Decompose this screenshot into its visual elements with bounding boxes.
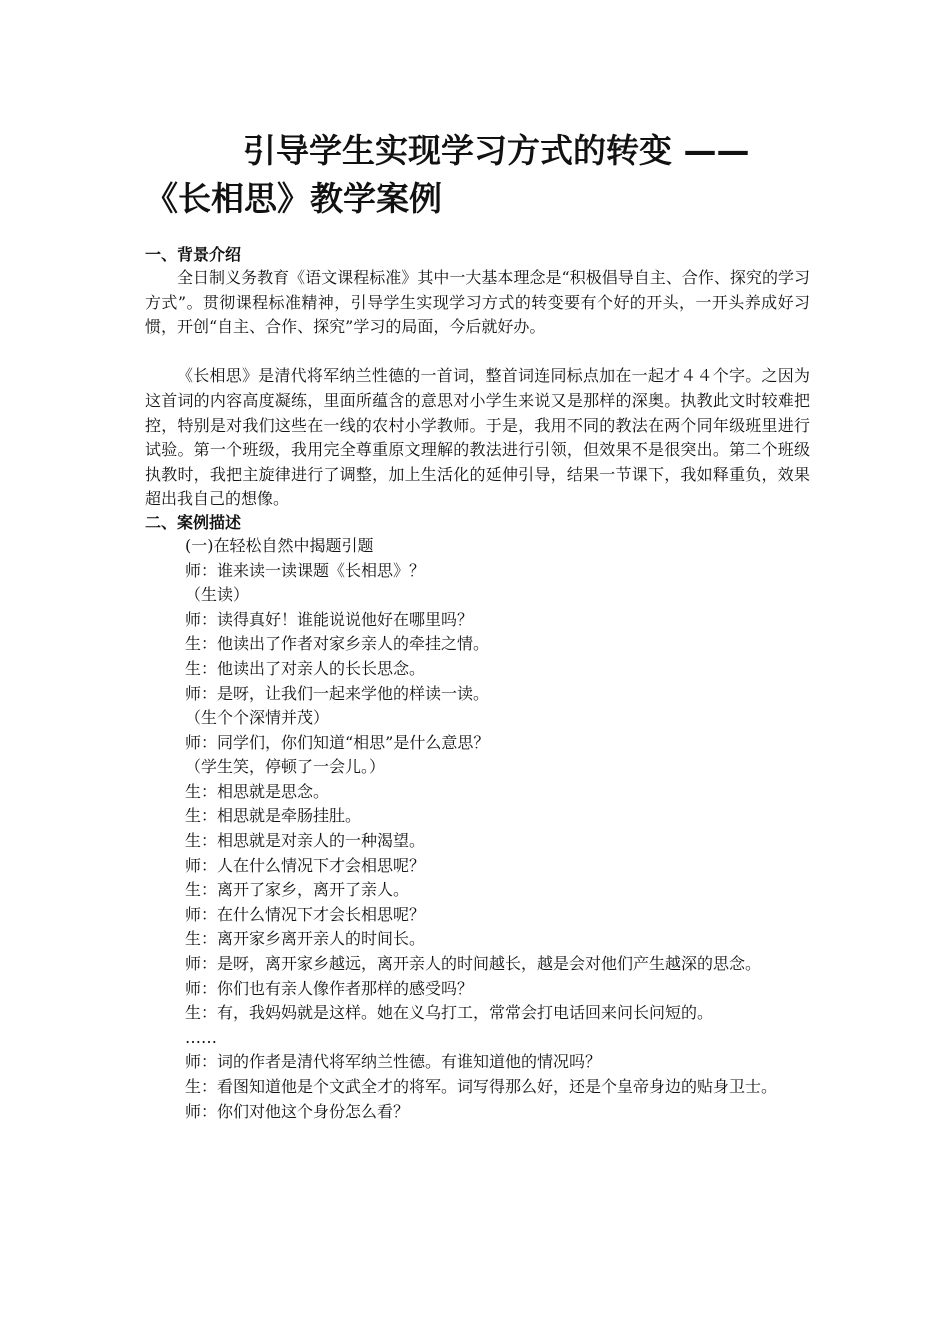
dialogue-line: （学生笑，停顿了一会儿。） [185, 757, 386, 777]
dialogue-line: 师：是呀，让我们一起来学他的样读一读。 [185, 683, 490, 703]
dialogue-line: （生读） [185, 585, 250, 605]
dialogue-line: 师：谁来读一读课题《长相思》？ [185, 560, 426, 580]
dialogue-line: 师：你们对他这个身份怎么看？ [185, 1101, 410, 1121]
background-paragraph-1: 全日制义务教育《语文课程标准》其中一大基本理念是“积极倡导自主、合作、探究的学习方式”。贯彻课程标准精神，引导学生实现学习方式的转变要有个好的开头，一开头养成好习惯，开创“自主、合作、探究”学习的局面，今后就好办。 [145, 268, 810, 337]
dialogue-line: 师：读得真好！谁能说说他好在哪里吗？ [185, 609, 474, 629]
section-heading-case: 二、案例描述 [145, 512, 242, 532]
dialogue-line: 师：人在什么情况下才会相思呢？ [185, 855, 426, 875]
dialogue-line: （生个个深情并茂） [185, 708, 330, 728]
title-line-1: 引导学生实现学习方式的转变 —— [243, 131, 750, 170]
dialogue-line: 师：你们也有亲人像作者那样的感受吗？ [185, 978, 474, 998]
background-paragraph-2: 《长相思》是清代将军纳兰性德的一首词，整首词连同标点加在一起才４４个字。之因为这首词的内容高度凝练，里面所蕴含的意思对小学生来说又是那样的深奥。执教此文时较难把控，特别是对我们这些在一线的农村小学教师。于是，我用不同的教法在两个同年级班里进行试验。第一个班级，我用完全尊重原文理解的教法进行引领，但效果不是很突出。第二个班级执教时，我把主旋律进行了调整，加上生活化的延伸引导，结果一节课下，我如释重负，效果超出我自己的想像。 [145, 366, 810, 509]
dialogue-line: 生：相思就是牵肠挂肚。 [185, 806, 362, 826]
dialogue-line: 生：有，我妈妈就是这样。她在义乌打工，常常会打电话回来问长问短的。 [185, 1003, 714, 1023]
dialogue-line: 师：同学们，你们知道“相思”是什么意思？ [185, 732, 490, 752]
document-body [145, 128, 810, 1124]
ellipsis: …… [185, 1027, 217, 1047]
dialogue-line: 生：他读出了对亲人的长长思念。 [185, 658, 426, 678]
dialogue-line: 生：相思就是对亲人的一种渴望。 [185, 831, 426, 851]
dialogue-line: 生：离开家乡离开亲人的时间长。 [185, 929, 426, 949]
dialogue-line: 师：是呀，离开家乡越远，离开亲人的时间越长，越是会对他们产生越深的思念。 [185, 954, 762, 974]
dialogue-line: 生：看图知道他是个文武全才的将军。词写得那么好，还是个皇帝身边的贴身卫士。 [185, 1077, 778, 1096]
dialogue-line: 生：离开了家乡，离开了亲人。 [185, 880, 410, 900]
section-heading-background: 一、背景介绍 [145, 245, 242, 264]
dialogue-line: 生：相思就是思念。 [185, 781, 330, 801]
dialogue-line: 师：在什么情况下才会长相思呢？ [185, 904, 426, 924]
subsection-heading: (一)在轻松自然中揭题引题 [185, 535, 374, 555]
title-line-2: 《长相思》教学案例 [145, 179, 442, 218]
dialogue-line: 生：他读出了作者对家乡亲人的牵挂之情。 [185, 634, 490, 654]
blank-line [145, 340, 810, 365]
dialogue-line: 师：词的作者是清代将军纳兰性德。有谁知道他的情况吗？ [185, 1052, 602, 1072]
